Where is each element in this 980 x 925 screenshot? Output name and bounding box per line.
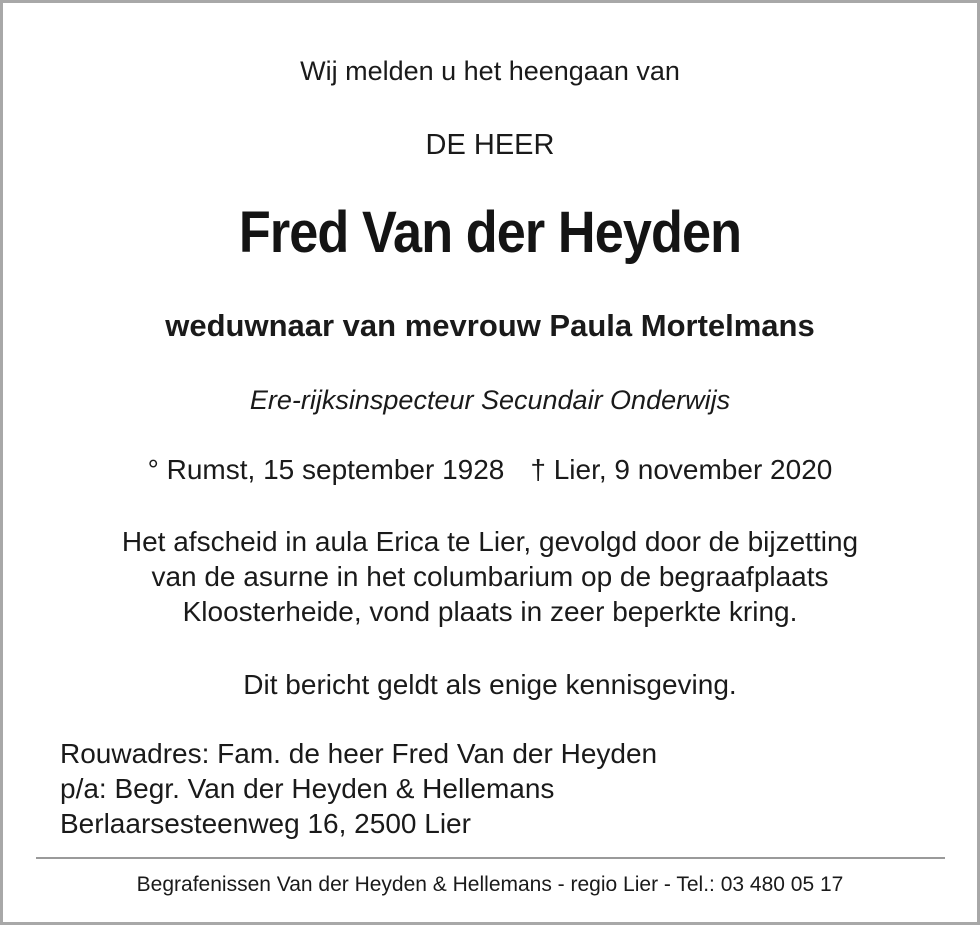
funeral-home-footer: Begrafenissen Van der Heyden & Hellemans - regio Lier - Tel.: 03 480 05 17 (136, 873, 844, 896)
footer-divider (36, 857, 945, 859)
farewell-paragraph (0, 524, 980, 629)
farewell-line: van de asurne in het columbarium op de begraafplaats (151, 561, 829, 592)
birth-date: ° Rumst, 15 september 1928 (147, 454, 505, 485)
widower-line: weduwnaar van mevrouw Paula Mortelmans (165, 308, 815, 343)
address-line: Berlaarsesteenweg 16, 2500 Lier (60, 808, 471, 839)
life-dates (0, 452, 980, 488)
farewell-line: Kloosterheide, vond plaats in zeer beperkte kring. (182, 596, 798, 627)
mourning-address (60, 736, 657, 841)
address-line: p/a: Begr. Van der Heyden & Hellemans (60, 773, 555, 804)
death-date: † Lier, 9 november 2020 (530, 454, 833, 485)
address-line: Rouwadres: Fam. de heer Fred Van der Heyden (60, 738, 658, 769)
intro-line: Wij melden u het heengaan van (300, 56, 680, 86)
deceased-name: Fred Van der Heyden (238, 200, 742, 265)
farewell-line: Het afscheid in aula Erica te Lier, gevolgd door de bijzetting (121, 526, 859, 557)
honorary-function: Ere-rijksinspecteur Secundair Onderwijs (249, 385, 731, 415)
honorific-title: DE HEER (425, 129, 555, 161)
only-notice-line: Dit bericht geldt als enige kennisgeving. (243, 669, 737, 700)
